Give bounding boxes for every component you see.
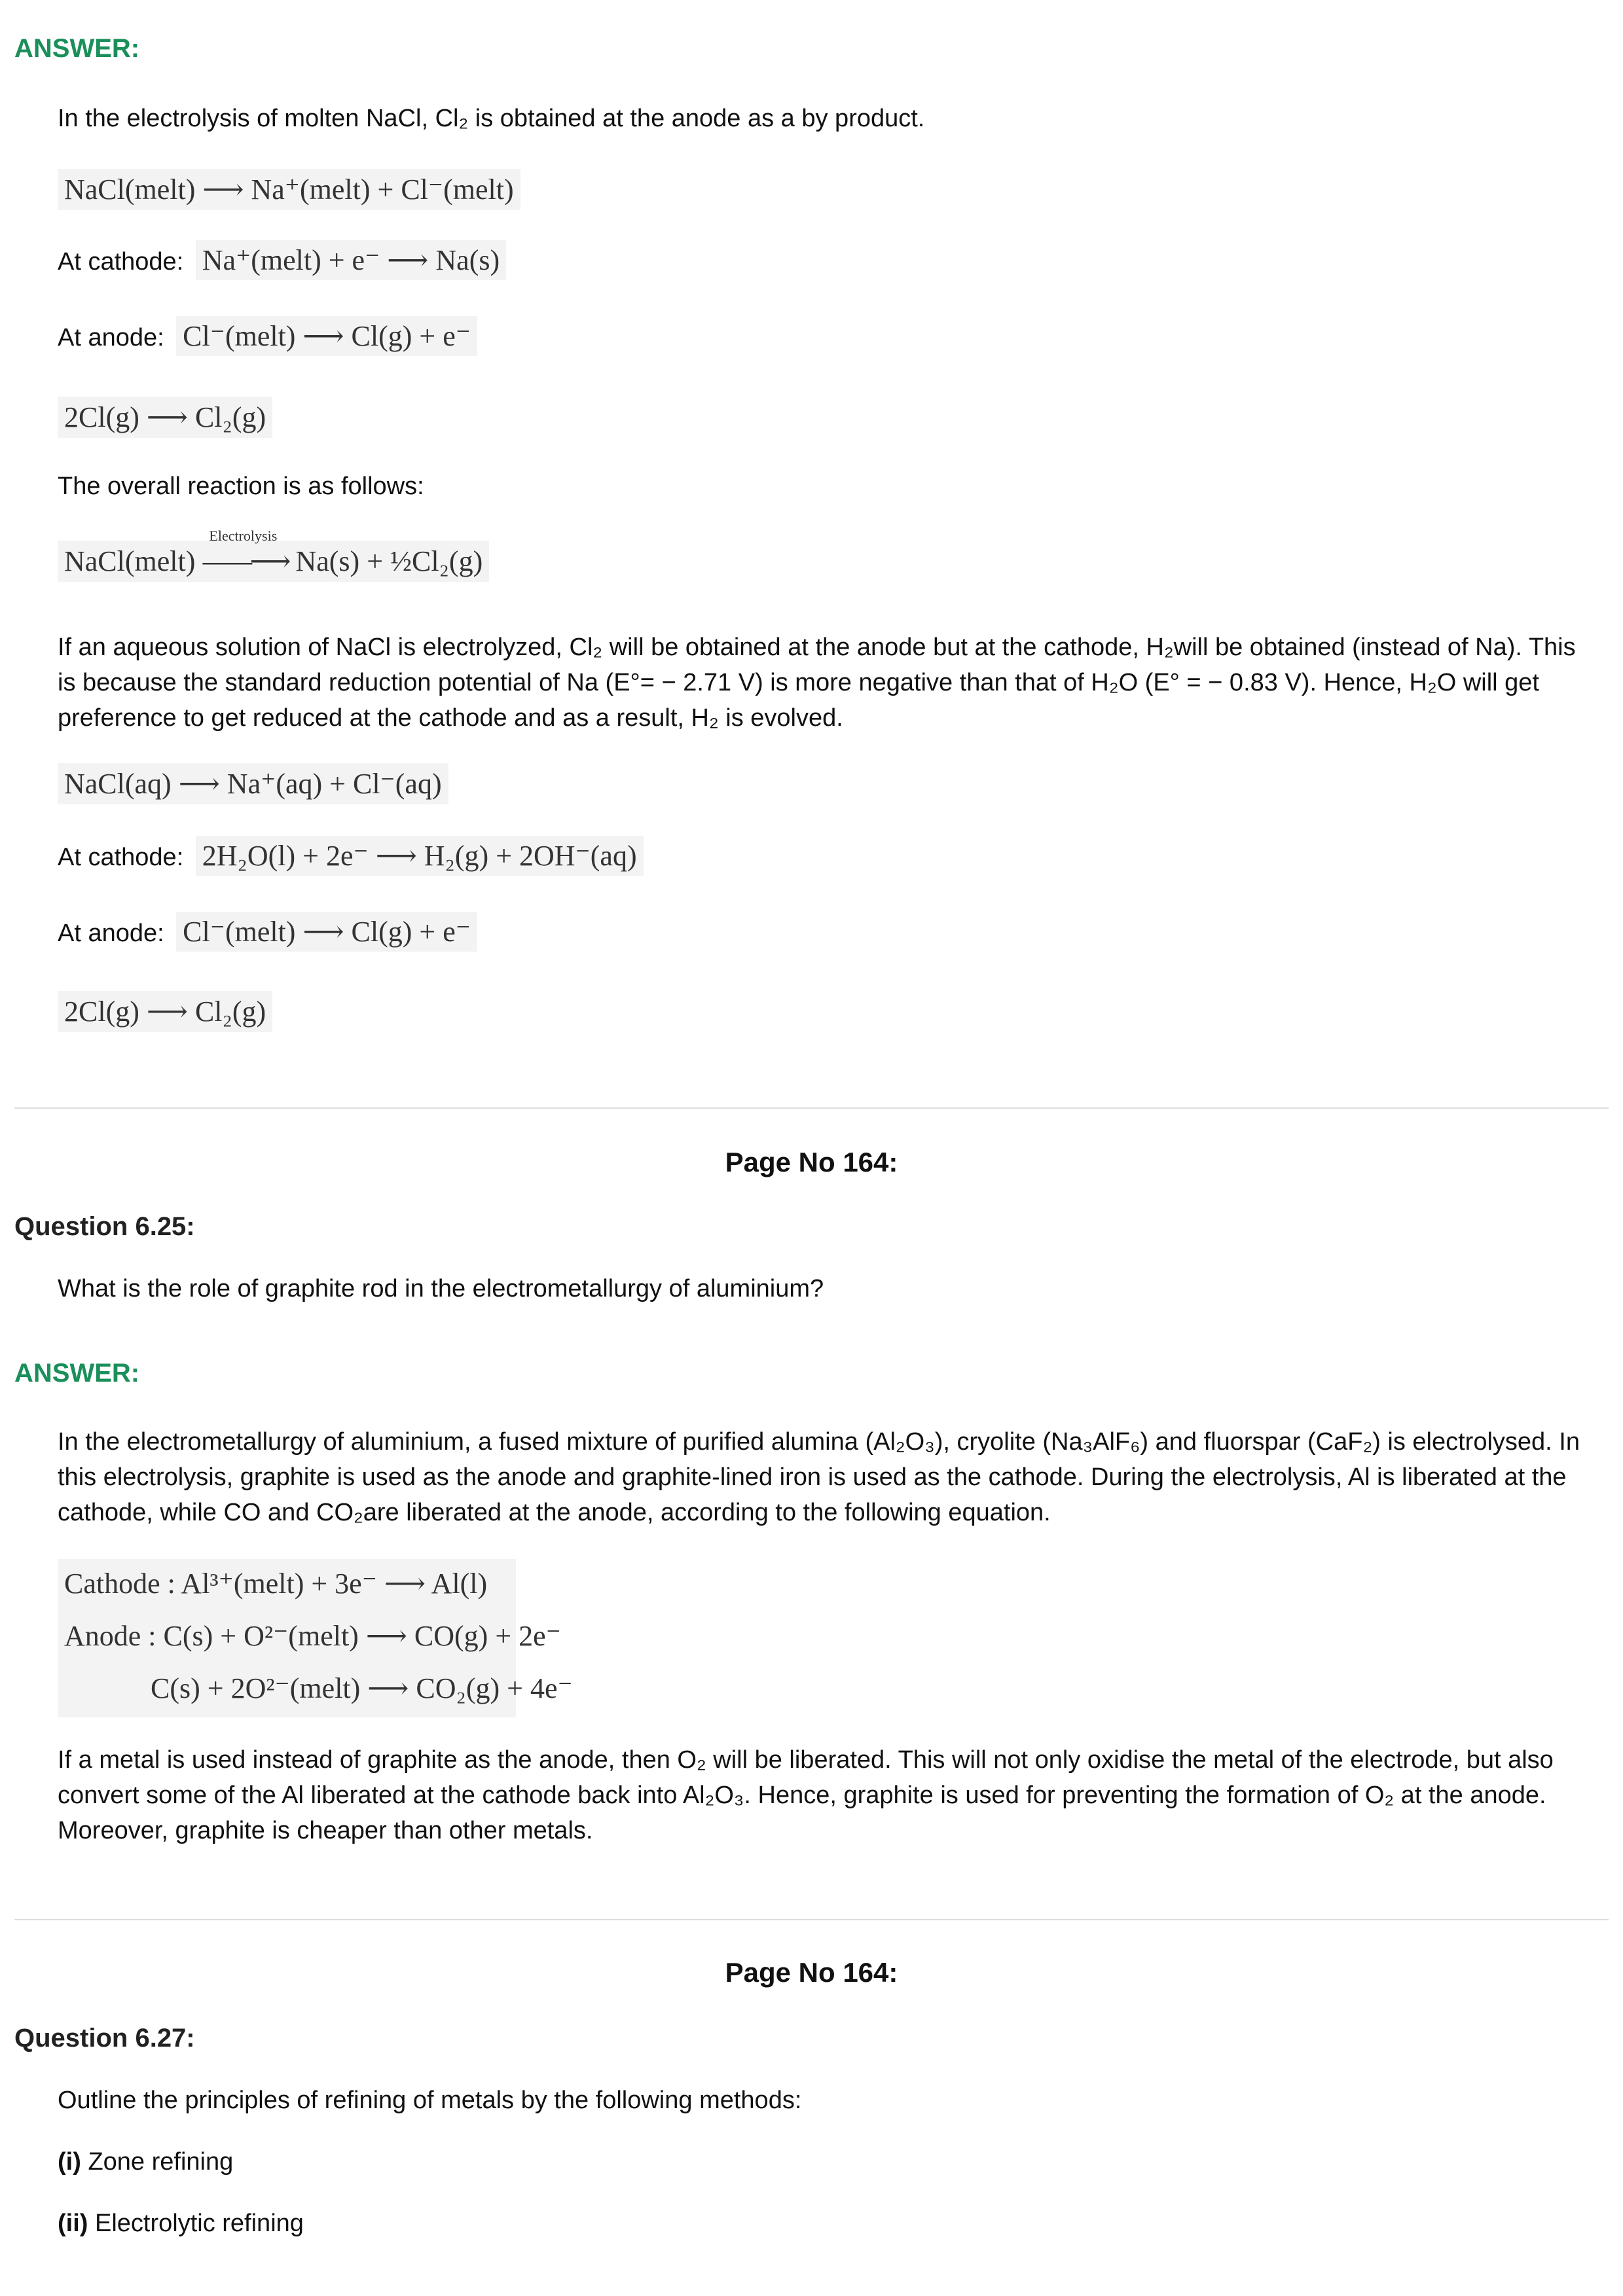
equation-overall-left: NaCl(melt) (64, 545, 196, 577)
divider (14, 1919, 1609, 1920)
anode2-label: At anode: (58, 920, 164, 947)
equation-al-anode: Anode : C(s) + O²⁻(melt) ⟶ CO(g) + 2e⁻ (64, 1620, 561, 1652)
answer-label: ANSWER: (14, 34, 140, 63)
cathode-label: At cathode: (58, 248, 184, 276)
equation-nacl-melt: NaCl(melt) ⟶ Na⁺(melt) + Cl⁻(melt) (58, 169, 520, 210)
electrolysis-label: Electrolysis (209, 528, 278, 544)
equation-overall-right: Na(s) + ½Cl₂(g) (295, 545, 483, 577)
question-text: What is the role of graphite rod in the electrometallurgy of aluminium? (58, 1275, 824, 1302)
aqueous-paragraph: If an aqueous solution of NaCl is electrolyzed, Cl₂ will be obtained at the anode but at the cathode, H₂will be obtained (instead of Na). This is because the standard reduction potential of Na (E°= − 2.71 V) is more negative than that of H₂O (E° = − 0.83 V). Hence, H₂O will get preference to get reduced at the cathode and as a result, H₂ is evolved. (58, 634, 1576, 732)
anode-line (58, 319, 477, 353)
equation-block-aluminium (58, 1559, 573, 1717)
anode2-line (58, 915, 477, 948)
item-number: (i) (58, 2148, 81, 2176)
equation-al-anode2: C(s) + 2O²⁻(melt) ⟶ CO₂(g) + 4e⁻ (151, 1672, 573, 1704)
equation-cathode2: 2H₂O(l) + 2e⁻ ⟶ H₂(g) + 2OH⁻(aq) (196, 836, 644, 876)
answer-paragraph-2: If a metal is used instead of graphite as the anode, then O₂ will be liberated. This will not only oxidise the metal of the electrode, but also convert some of the Al liberated at the cathode back into Al₂O₃. Hence, graphite is used for preventing the formation of O₂ at the anode. Moreover, graphite is cheaper than other metals. (58, 1746, 1554, 1844)
answer-intro: In the electrolysis of molten NaCl, Cl₂ is obtained at the anode as a by product. (58, 105, 925, 132)
question-heading: Question 6.27: (14, 2024, 195, 2053)
anode-label: At anode: (58, 324, 164, 351)
cathode2-line (58, 839, 644, 872)
equation-cathode: Na⁺(melt) + e⁻ ⟶ Na(s) (196, 240, 506, 280)
question-item (58, 2144, 233, 2179)
page-number: Page No 164: (725, 1957, 898, 1988)
question-text: Outline the principles of refining of metals by the following methods: (58, 2087, 802, 2114)
equation-al-cathode: Cathode : Al³⁺(melt) + 3e⁻ ⟶ Al(l) (64, 1568, 488, 1600)
equation-anode: Cl⁻(melt) ⟶ Cl(g) + e⁻ (176, 316, 477, 356)
overall-text: The overall reaction is as follows: (58, 473, 424, 500)
cathode-line (58, 243, 506, 277)
equation-cl-combine2: 2Cl(g) ⟶ Cl₂(g) (58, 991, 272, 1032)
equation-overall (58, 528, 489, 582)
page-number: Page No 164: (725, 1147, 898, 1177)
electrolysis-arrow: Electrolysis ⎯⎯⎯⎯⟶ (202, 528, 289, 577)
equation-nacl-aq: NaCl(aq) ⟶ Na⁺(aq) + Cl⁻(aq) (58, 763, 448, 804)
question-heading: Question 6.25: (14, 1212, 195, 1241)
equation-anode2: Cl⁻(melt) ⟶ Cl(g) + e⁻ (176, 912, 477, 952)
question-item (58, 2206, 304, 2241)
answer-paragraph: In the electrometallurgy of aluminium, a fused mixture of purified alumina (Al₂O₃), cryolite (Na₃AlF₆) and fluorspar (CaF₂) is electrolysed. In this electrolysis, graphite is used as the anode and graphite-lined iron is used as the cathode. During the electrolysis, Al is liberated at the cathode, while CO and CO₂are liberated at the anode, according to the following equation. (58, 1428, 1580, 1526)
item-number: (ii) (58, 2210, 88, 2237)
equation-cl-combine: 2Cl(g) ⟶ Cl₂(g) (58, 397, 272, 438)
item-text: Zone refining (88, 2148, 234, 2176)
item-text: Electrolytic refining (95, 2210, 304, 2237)
answer-label: ANSWER: (14, 1359, 140, 1388)
divider (14, 1107, 1609, 1109)
cathode2-label: At cathode: (58, 844, 184, 871)
